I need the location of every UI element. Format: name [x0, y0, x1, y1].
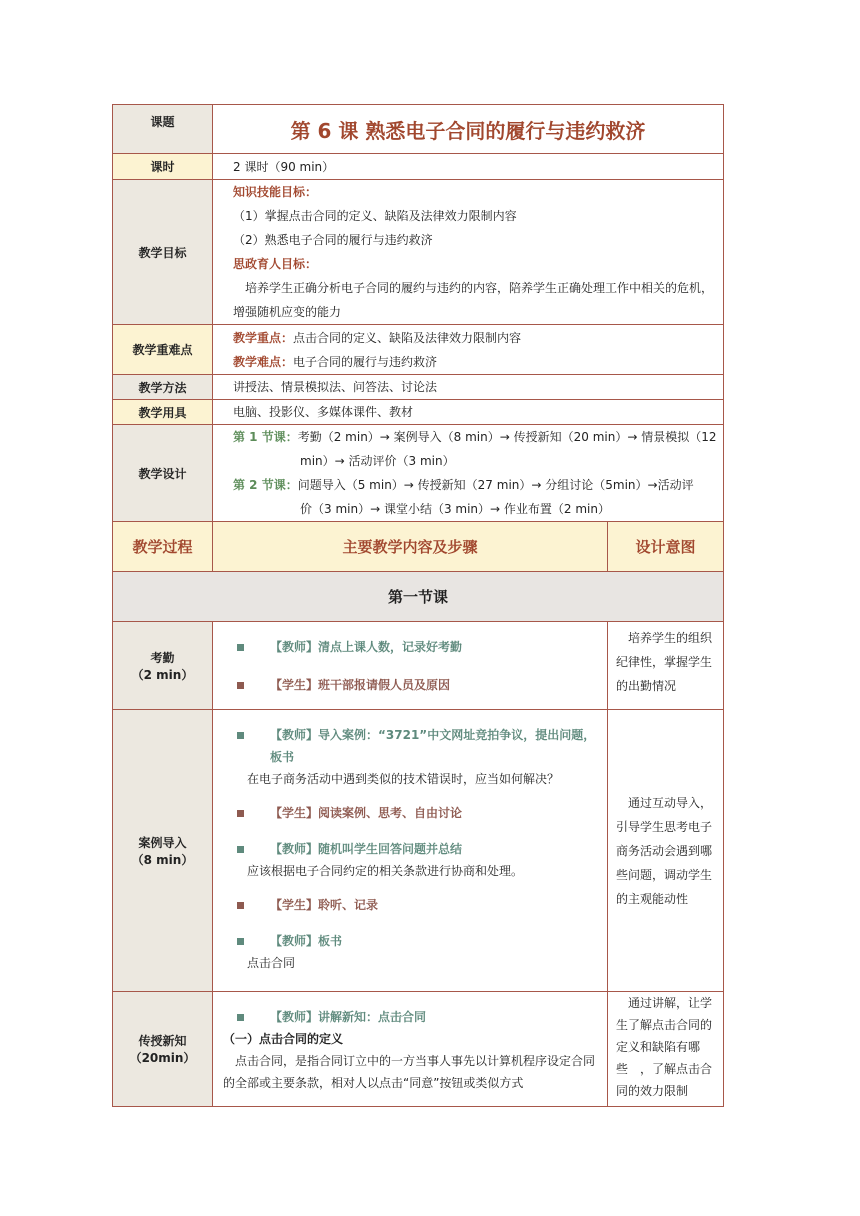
- knowledge-item: （1）掌握点击合同的定义、缺陷及法律效力限制内容: [233, 209, 517, 223]
- ideology-heading: 思政育人目标：: [233, 257, 318, 271]
- method-label: 教学方法: [113, 375, 213, 400]
- col-intent: 设计意图: [608, 522, 724, 572]
- session2-label: 第 2 节课：: [233, 478, 298, 492]
- focus-row: [113, 325, 724, 375]
- focus-content: [213, 325, 724, 375]
- square-bullet-icon: [237, 938, 244, 945]
- design-intent: 通过讲解，让学生了解点击合同的定义和缺陷有哪些 ，了解点击合同的效力限制: [608, 992, 724, 1107]
- step-content: [213, 710, 608, 992]
- topic-label: 课题: [113, 105, 213, 154]
- page-title: 第 6 课 熟悉电子合同的履行与违约救济: [213, 105, 724, 154]
- sub-heading: （一）点击合同的定义: [223, 1032, 344, 1046]
- list-item: [237, 636, 599, 658]
- method-text: 讲授法、情景模拟法、问答法、讨论法: [213, 375, 724, 400]
- tools-text: 电脑、投影仪、多媒体课件、教材: [213, 400, 724, 425]
- section-row: [113, 572, 724, 622]
- step-label: [113, 992, 213, 1107]
- item-text: 导入案例：“3721”中文网址竞拍争议，提出问题，板书: [270, 728, 596, 764]
- square-bullet-icon: [237, 846, 244, 853]
- square-bullet-icon: [237, 1014, 244, 1021]
- step-time: （2 min）: [131, 667, 194, 682]
- tools-label: 教学用具: [113, 400, 213, 425]
- ideology-text: 培养学生正确分析电子合同的履约与违约的内容，陪养学生正确处理工作中相关的危机，增强随机应变的能力: [233, 281, 714, 319]
- square-bullet-icon: [237, 644, 244, 651]
- item-text: 班干部报请假人员及原因: [318, 677, 451, 692]
- design-intent: 通过互动导入，引导学生思考电子商务活动会遇到哪些问题，调动学生的主观能动性: [608, 710, 724, 992]
- role-student: 【学生】: [270, 898, 319, 912]
- list-item: [237, 894, 599, 916]
- paragraph: 在电子商务活动中遇到类似的技术错误时，应当如何解决？: [247, 772, 560, 786]
- key-point-text: 点击合同的定义、缺陷及法律效力限制内容: [293, 330, 522, 345]
- tools-row: [113, 400, 724, 425]
- square-bullet-icon: [237, 682, 244, 689]
- role-teacher: 【教师】: [270, 728, 319, 742]
- role-teacher: 【教师】: [270, 639, 319, 654]
- hours-value: 2 课时（90 min）: [213, 154, 724, 180]
- step-label: [113, 622, 213, 710]
- role-teacher: 【教师】: [270, 842, 319, 856]
- session1-flow-cont: min）→ 活动评价（3 min）: [300, 454, 455, 468]
- lesson-plan-table: [112, 104, 724, 1107]
- paragraph: 点击合同: [247, 956, 296, 970]
- step-name: 传授新知: [138, 1034, 187, 1048]
- session2-flow-cont: 价（3 min）→ 课堂小结（3 min）→ 作业布置（2 min）: [300, 502, 610, 516]
- step-label: [113, 710, 213, 992]
- item-text: 阅读案例、思考、自由讨论: [318, 806, 463, 820]
- session2-flow: 问题导入（5 min）→ 传授新知（27 min）→ 分组讨论（5min）→活动评: [297, 478, 694, 492]
- hours-label: 课时: [113, 154, 213, 180]
- list-item: [223, 1006, 599, 1028]
- item-text: 清点上课人数，记录好考勤: [318, 639, 463, 654]
- difficulty-label: 教学难点：: [233, 354, 294, 369]
- goals-label: 教学目标: [113, 180, 213, 325]
- goals-row: [113, 180, 724, 325]
- topic-row: [113, 105, 724, 154]
- list-item: [237, 802, 599, 824]
- design-row: [113, 425, 724, 522]
- step-name: 考勤: [150, 650, 175, 665]
- step-time: （20min）: [129, 1051, 196, 1065]
- key-point-label: 教学重点：: [233, 330, 294, 345]
- role-teacher: 【教师】: [270, 1010, 319, 1024]
- step-time: （8 min）: [131, 852, 194, 867]
- step-content: [213, 992, 608, 1107]
- col-content: 主要教学内容及步骤: [213, 522, 608, 572]
- knowledge-heading: 知识技能目标：: [233, 185, 318, 199]
- item-text: 随机叫学生回答问题并总结: [318, 842, 463, 856]
- role-teacher: 【教师】: [270, 934, 319, 948]
- hours-row: [113, 154, 724, 180]
- item-text: 聆听、记录: [318, 898, 379, 912]
- knowledge-item: （2）熟悉电子合同的履行与违约救济: [233, 233, 433, 247]
- section-title: 第一节课: [113, 572, 724, 622]
- step-case: [113, 710, 724, 992]
- step-attendance: [113, 622, 724, 710]
- session1-label: 第 1 节课：: [233, 430, 298, 444]
- step-name: 案例导入: [138, 835, 187, 850]
- focus-label: 教学重难点: [113, 325, 213, 375]
- design-intent: 培养学生的组织纪律性，掌握学生的出勤情况: [608, 622, 724, 710]
- list-item: [237, 838, 599, 860]
- col-process: 教学过程: [113, 522, 213, 572]
- method-row: [113, 375, 724, 400]
- square-bullet-icon: [237, 902, 244, 909]
- step-content: [213, 622, 608, 710]
- step-teach: [113, 992, 724, 1107]
- design-label: 教学设计: [113, 425, 213, 522]
- goals-content: [213, 180, 724, 325]
- session1-flow: 考勤（2 min）→ 案例导入（8 min）→ 传授新知（20 min）→ 情景模拟（12: [297, 430, 717, 444]
- list-item: [237, 930, 599, 952]
- item-text: 板书: [318, 934, 343, 948]
- square-bullet-icon: [237, 810, 244, 817]
- square-bullet-icon: [237, 732, 244, 739]
- design-content: [213, 425, 724, 522]
- paragraph: 应该根据电子合同约定的相关条款进行协商和处理。: [247, 864, 524, 878]
- role-student: 【学生】: [270, 677, 319, 692]
- difficulty-text: 电子合同的履行与违约救济: [293, 354, 438, 369]
- list-item: [237, 724, 599, 768]
- list-item: [237, 674, 599, 696]
- column-header-row: [113, 522, 724, 572]
- item-text: 讲解新知：点击合同: [318, 1010, 427, 1024]
- paragraph: 点击合同，是指合同订立中的一方当事人事先以计算机程序设定合同的全部或主要条款，相对人以点击“同意”按钮或类似方式: [223, 1054, 596, 1090]
- role-student: 【学生】: [270, 806, 319, 820]
